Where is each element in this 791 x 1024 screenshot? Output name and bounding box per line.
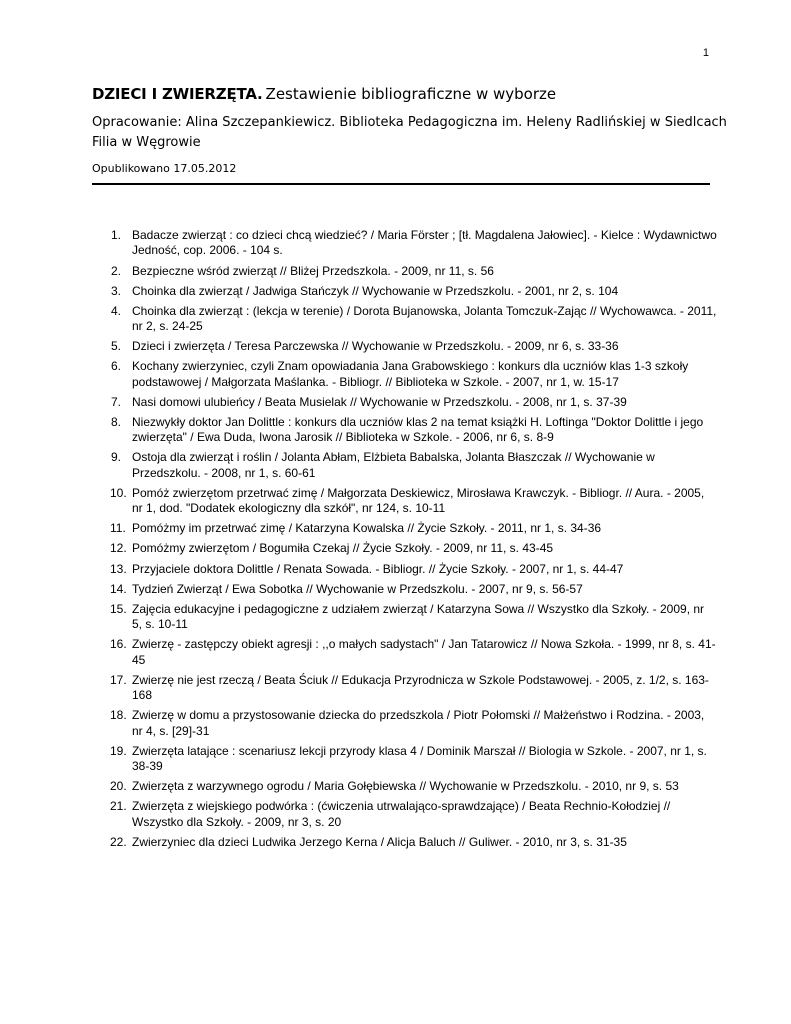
entry-number: 7. [111, 394, 122, 409]
entry-number: 14. [110, 581, 127, 596]
entry-citation: Zwierzę - zastępczy obiekt agresji : ,,o małych sadystach" / Jan Tatarowicz // Nowa Szkoła. - 1999, nr 8, s. 41-45 [132, 637, 716, 667]
title-main: DZIECI I ZWIERZĘTA. [92, 85, 263, 103]
entry-number: 11. [110, 521, 126, 536]
entry-citation: Choinka dla zwierząt : (lekcja w terenie) / Dorota Bujanowska, Jolanta Tomczuk-Zając // Wychowawca. - 2011, nr 2, s. 24-25 [132, 303, 717, 334]
document-title [92, 84, 712, 104]
bibliography-list [0, 228, 791, 855]
entry-number: 9. [111, 450, 122, 465]
entry-citation: Zajęcia edukacyjne i pedagogiczne z udziałem zwierząt / Katarzyna Sowa // Wszystko dla Szkoły. - 2009, nr 5, s. 10-11 [132, 601, 705, 632]
entry-citation: Nasi domowi ulubieńcy / Beata Musielak // Wychowanie w Przedszkolu. - 2008, nr 1, s. 37-39 [132, 394, 627, 409]
entry-number: 10. [110, 485, 127, 500]
entry-number: 19. [110, 743, 127, 758]
bibliography-entry [0, 582, 717, 597]
bibliography-entry [0, 304, 717, 335]
entry-citation: Badacze zwierząt : co dzieci chcą wiedzieć? / Maria Förster ; [tł. Magdalena Jałowiec]. - Kielce : Wydawnictwo Jedność, cop. 2006. - 104 s. [132, 228, 717, 258]
entry-number: 20. [110, 779, 127, 794]
entry-number: 13. [110, 561, 127, 576]
compiler-credit: Opracowanie: Alina Szczepankiewicz. Biblioteka Pedagogiczna im. Heleny Radlińskiej w Siedlcach Filia w Węgrowie [92, 115, 727, 150]
bibliography-entry [0, 541, 717, 556]
entry-number: 15. [110, 601, 127, 616]
bibliography-entry [0, 562, 717, 577]
page-number: 1 [702, 47, 709, 59]
bibliography-entry [0, 744, 717, 775]
entry-number: 5. [111, 339, 122, 354]
bibliography-entry [0, 359, 717, 390]
publication-date: Opublikowano 17.05.2012 [92, 162, 237, 175]
bibliography-entry [0, 521, 717, 536]
entry-number: 1. [111, 228, 122, 242]
entry-citation: Niezwykły doktor Jan Dolittle : konkurs dla uczniów klas 2 na temat książki H. Loftinga "Doktor Dolittle i jego zwierzęta" / Ewa Duda, Iwona Jarosik // Biblioteka w Szkole. - 2006, nr 6, s. 8-9 [132, 414, 704, 445]
entry-number: 12. [110, 541, 127, 556]
entry-citation: Zwierzęta latające : scenariusz lekcji przyrody klasa 4 / Dominik Marszał // Biologia w Szkole. - 2007, nr 1, s. 38-39 [132, 743, 707, 774]
title-subtitle: Zestawienie bibliograficzne w wyborze [265, 85, 557, 103]
bibliography-entry [0, 415, 717, 446]
entry-citation: Zwierzyniec dla dzieci Ludwika Jerzego Kerna / Alicja Baluch // Guliwer. - 2010, nr 3, s. 31-35 [132, 834, 627, 849]
bibliography-entry [0, 228, 717, 259]
header-divider [92, 183, 710, 185]
entry-citation: Pomóżmy zwierzętom / Bogumiła Czekaj // Życie Szkoły. - 2009, nr 11, s. 43-45 [132, 541, 554, 556]
entry-number: 2. [111, 263, 122, 278]
bibliography-entry [0, 835, 717, 850]
bibliography-entry [0, 708, 717, 739]
bibliography-entry [0, 264, 717, 279]
entry-citation: Przyjaciele doktora Dolittle / Renata Sowada. - Bibliogr. // Życie Szkoły. - 2007, nr 1, s. 44-47 [132, 561, 624, 576]
entry-citation: Zwierzęta z wiejskiego podwórka : (ćwiczenia utrwalająco-sprawdzające) / Beata Rechnio-Kołodziej // Wszystko dla Szkoły. - 2009, nr 3, s. 20 [132, 799, 671, 829]
entry-citation: Zwierzę nie jest rzeczą / Beata Ściuk // Edukacja Przyrodnicza w Szkole Podstawowej. - 2005, z. 1/2, s. 163-168 [132, 672, 709, 703]
bibliography-entry [0, 673, 717, 704]
entry-number: 22. [110, 834, 127, 849]
entry-number: 21. [110, 799, 127, 814]
entry-citation: Zwierzę w domu a przystosowanie dziecka do przedszkola / Piotr Połomski // Małżeństwo i Rodzina. - 2003, nr 4, s. [29]-31 [132, 708, 705, 738]
entry-citation: Pomóż zwierzętom przetrwać zimę / Małgorzata Deskiewicz, Mirosława Krawczyk. - Bibliogr. // Aura. - 2005, nr 1, dod. "Dodatek ekologiczny dla szkół", nr 124, s. 10-11 [132, 485, 705, 516]
bibliography-entry [0, 637, 717, 668]
entry-number: 8. [111, 414, 122, 429]
bibliography-entry [0, 284, 717, 299]
entry-citation: Choinka dla zwierząt / Jadwiga Stańczyk // Wychowanie w Przedszkolu. - 2001, nr 2, s. 104 [132, 283, 619, 298]
bibliography-entry [0, 602, 717, 633]
entry-number: 17. [110, 672, 127, 687]
entry-number: 6. [111, 359, 122, 374]
bibliography-entry [0, 395, 717, 410]
entry-number: 16. [110, 637, 127, 652]
entry-number: 18. [110, 708, 127, 723]
entry-citation: Kochany zwierzyniec, czyli Znam opowiadania Jana Grabowskiego : konkurs dla uczniów klas 1-3 szkoły podstawowej / Małgorzata Maślanka. - Bibliogr. // Biblioteka w Szkole. - 2007, nr 1, w. 15-17 [132, 359, 689, 389]
bibliography-entry [0, 486, 717, 517]
entry-citation: Bezpieczne wśród zwierząt // Bliżej Przedszkola. - 2009, nr 11, s. 56 [132, 263, 494, 278]
entry-citation: Ostoja dla zwierząt i roślin / Jolanta Abłam, Elżbieta Babalska, Jolanta Błaszczak // Wychowanie w Przedszkolu. - 2008, nr 1, s. 60-61 [132, 450, 655, 480]
entry-number: 3. [111, 283, 122, 298]
bibliography-entry [0, 339, 717, 354]
entry-citation: Pomóżmy im przetrwać zimę / Katarzyna Kowalska // Życie Szkoły. - 2011, nr 1, s. 34-36 [132, 521, 602, 536]
entry-citation: Zwierzęta z warzywnego ogrodu / Maria Gołębiewska // Wychowanie w Przedszkolu. - 2010, nr 9, s. 53 [132, 779, 679, 794]
document-header [92, 84, 727, 176]
bibliography-entry [0, 799, 717, 830]
entry-citation: Tydzień Zwierząt / Ewa Sobotka // Wychowanie w Przedszkolu. - 2007, nr 9, s. 56-57 [132, 581, 583, 596]
entry-citation: Dzieci i zwierzęta / Teresa Parczewska // Wychowanie w Przedszkolu. - 2009, nr 6, s. 33-36 [132, 339, 619, 354]
entry-number: 4. [111, 303, 122, 318]
bibliography-entry [0, 779, 717, 794]
bibliography-entry [0, 450, 717, 481]
